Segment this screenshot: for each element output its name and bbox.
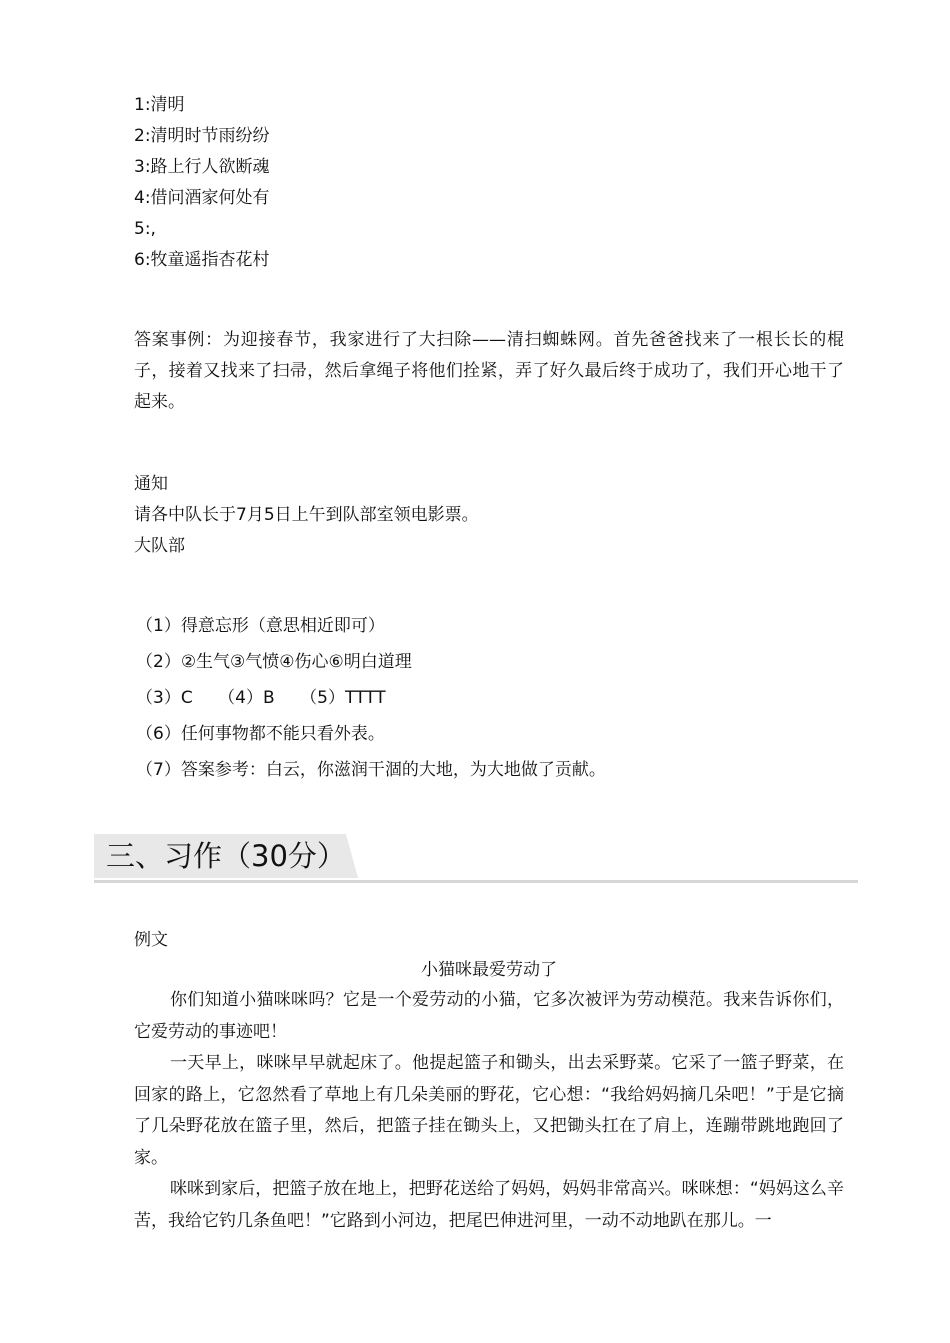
poem-answer-line: 4:借问酒家何处有 bbox=[134, 188, 270, 208]
poem-answer-line: 1:清明 bbox=[134, 95, 185, 115]
essay-paragraph: 一天早上，咪咪早早就起床了。他提起篮子和锄头，出去采野菜。它采了一篮子野菜，在回家的路上，它忽然看了草地上有几朵美丽的野花，它心想：“我给妈妈摘几朵吧！”于是它摘了几朵野花放在篮子里，然后，把篮子挂在锄头上，又把锄头扛在了肩上，连蹦带跳地跑回了家。 bbox=[134, 1053, 844, 1168]
notice-body: 请各中队长于7月5日上午到队部室领电影票。 bbox=[134, 505, 479, 525]
reading-answer-line: （6）任何事物都不能只看外表。 bbox=[136, 724, 385, 744]
essay-title: 小猫咪最爱劳动了 bbox=[421, 960, 557, 980]
essay-body bbox=[134, 985, 844, 1237]
essay-paragraph: 咪咪到家后，把篮子放在地上，把野花送给了妈妈，妈妈非常高兴。咪咪想：“妈妈这么辛苦，我给它钓几条鱼吧！”它路到小河边，把尾巴伸进河里，一动不动地趴在那儿。一 bbox=[134, 1179, 844, 1231]
section-heading: 三、习作（30分） bbox=[106, 839, 346, 873]
reading-answer-line: （1）得意忘形（意思相近即可） bbox=[136, 616, 385, 636]
notice-title: 通知 bbox=[134, 474, 168, 494]
reading-answer-line: （3）C （4）B （5）TTTT bbox=[136, 688, 386, 708]
reading-answer-line: （7）答案参考：白云，你滋润干涸的大地，为大地做了贡献。 bbox=[136, 760, 606, 780]
poem-answer-line: 2:清明时节雨纷纷 bbox=[134, 126, 270, 146]
notice-signature: 大队部 bbox=[134, 536, 185, 556]
poem-answer-line: 6:牧童遥指杏花村 bbox=[134, 250, 270, 270]
section-heading-banner bbox=[94, 834, 858, 883]
poem-answer-line: 3:路上行人欲断魂 bbox=[134, 157, 270, 177]
reading-answer-line: （2）②生气③气愤④伤心⑥明白道理 bbox=[136, 652, 412, 672]
essay-paragraph: 你们知道小猫咪咪吗？它是一个爱劳动的小猫，它多次被评为劳动模范。我来告诉你们，它爱劳动的事迹吧！ bbox=[134, 990, 844, 1042]
example-answer-paragraph: 答案事例：为迎接春节，我家进行了大扫除——清扫蜘蛛网。首先爸爸找来了一根长长的棍子，接着又找来了扫帚，然后拿绳子将他们拴紧，弄了好久最后终于成功了，我们开心地干了起来。 bbox=[134, 330, 844, 412]
poem-answer-line: 5:, bbox=[134, 219, 156, 239]
essay-label: 例文 bbox=[134, 930, 168, 950]
